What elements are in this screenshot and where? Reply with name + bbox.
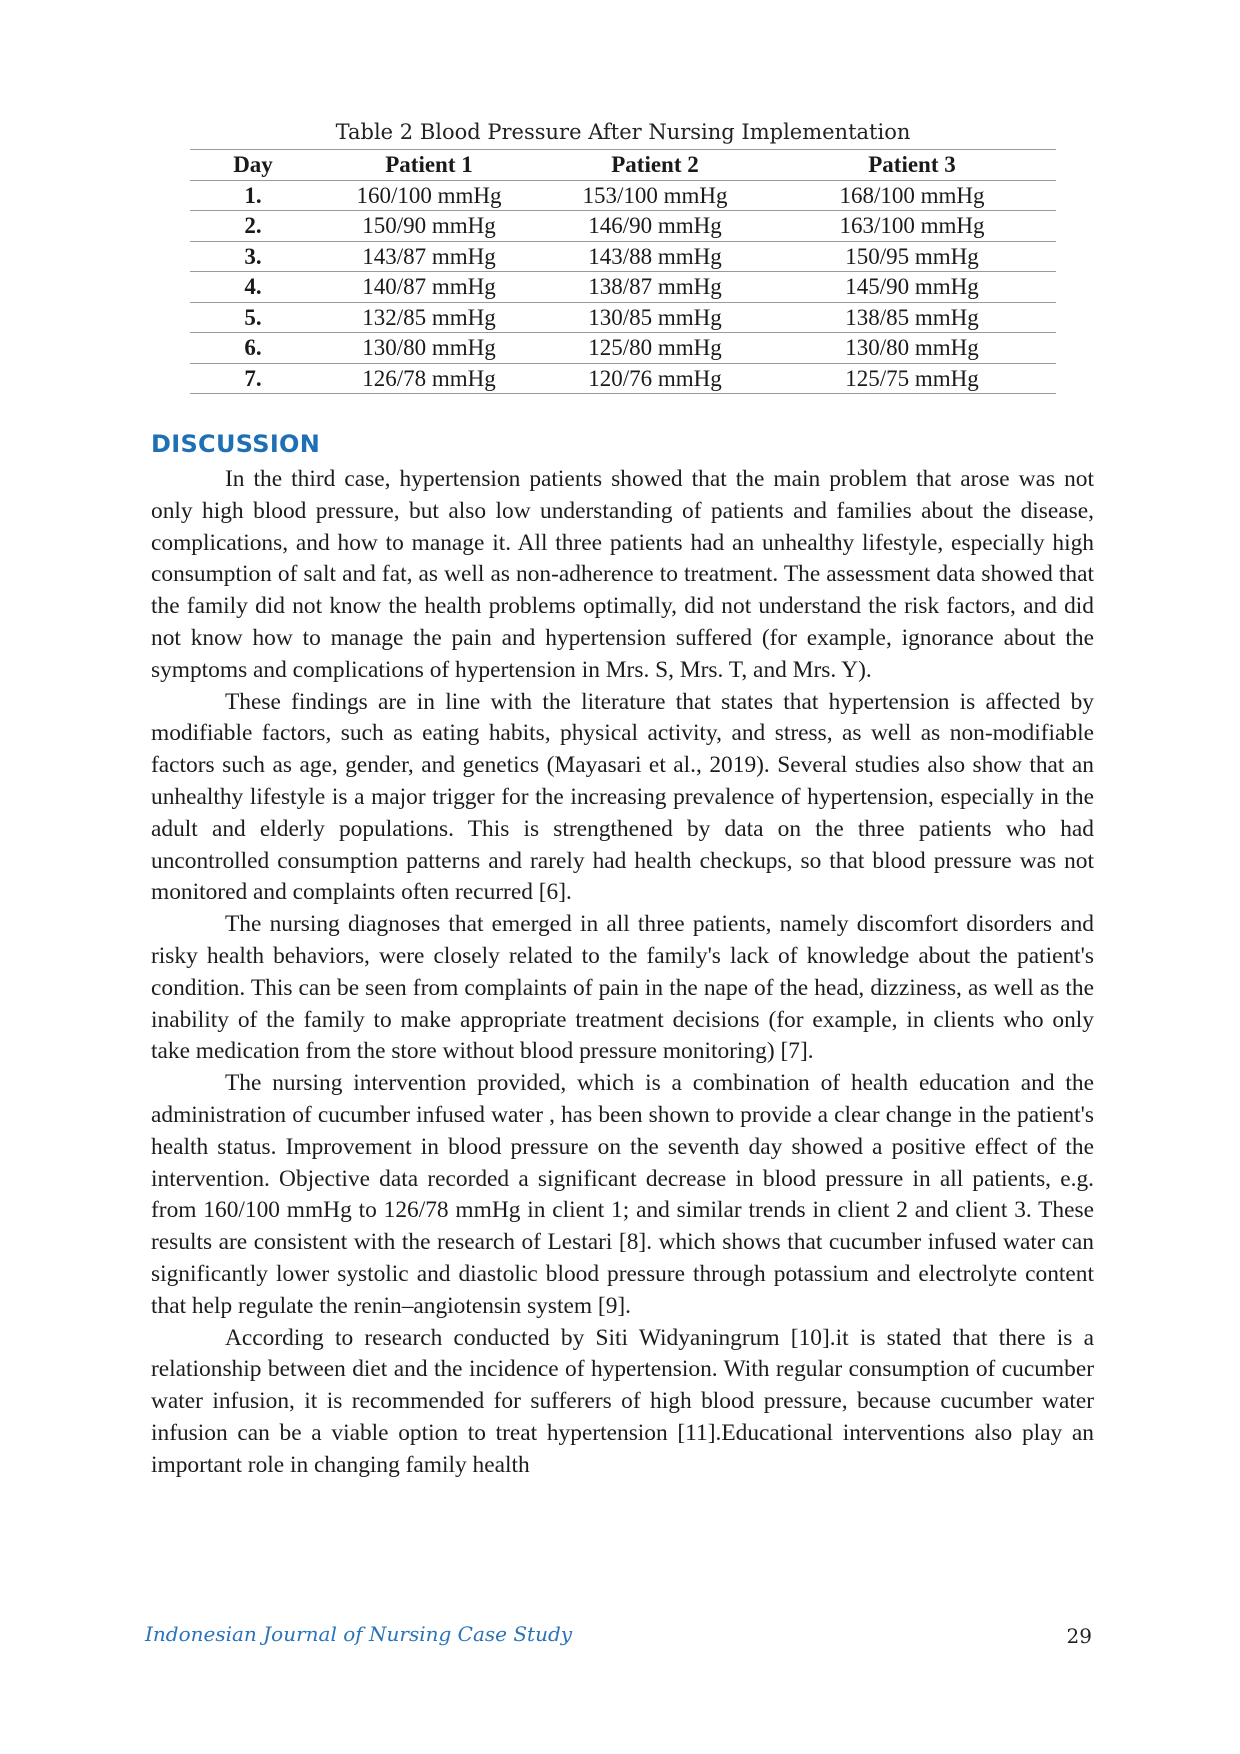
table-row bbox=[190, 363, 1056, 394]
cell-day: 6. bbox=[190, 333, 316, 364]
cell-day: 1. bbox=[190, 180, 316, 211]
cell-patient-2: 143/88 mmHg bbox=[542, 241, 768, 272]
cell-day: 3. bbox=[190, 241, 316, 272]
table-caption: Table 2 Blood Pressure After Nursing Implementation bbox=[335, 120, 911, 144]
blood-pressure-table-block bbox=[190, 118, 1056, 394]
cell-patient-2: 153/100 mmHg bbox=[542, 180, 768, 211]
cell-patient-2: 138/87 mmHg bbox=[542, 272, 768, 303]
cell-patient-1: 150/90 mmHg bbox=[316, 211, 542, 242]
section-heading: DISCUSSION bbox=[151, 430, 321, 458]
cell-patient-1: 140/87 mmHg bbox=[316, 272, 542, 303]
cell-day: 5. bbox=[190, 302, 316, 333]
cell-day: 4. bbox=[190, 272, 316, 303]
table-row bbox=[190, 241, 1056, 272]
cell-patient-2: 130/85 mmHg bbox=[542, 302, 768, 333]
table-row bbox=[190, 333, 1056, 364]
cell-patient-2: 125/80 mmHg bbox=[542, 333, 768, 364]
cell-patient-1: 126/78 mmHg bbox=[316, 363, 542, 394]
page-number: 29 bbox=[1066, 1624, 1092, 1648]
table-row bbox=[190, 302, 1056, 333]
cell-patient-3: 163/100 mmHg bbox=[768, 211, 1056, 242]
cell-patient-2: 146/90 mmHg bbox=[542, 211, 768, 242]
header-patient-3: Patient 3 bbox=[768, 150, 1056, 181]
cell-patient-3: 168/100 mmHg bbox=[768, 180, 1056, 211]
cell-patient-3: 150/95 mmHg bbox=[768, 241, 1056, 272]
table-header-row bbox=[190, 150, 1056, 181]
paragraph: In the third case, hypertension patients showed that the main problem that arose was not only high blood pressure, but also low understanding of patients and families about the disease, complications, and how to manage it. All three patients had an unhealthy lifestyle, especially high consumption of salt and fat, as well as non-adherence to treatment. The assessment data showed that the family did not know the health problems optimally, did not understand the risk factors, and did not know how to manage the pain and hypertension suffered (for example, ignorance about the symptoms and complications of hypertension in Mrs. S, Mrs. T, and Mrs. Y). bbox=[151, 466, 1094, 683]
cell-patient-1: 130/80 mmHg bbox=[316, 333, 542, 364]
table-row bbox=[190, 272, 1056, 303]
paragraph: According to research conducted by Siti Widyaningrum [10].it is stated that there is a relationship between diet and the incidence of hypertension. With regular consumption of cucumber water infusion, it is recommended for sufferers of high blood pressure, because cucumber water infusion can be a viable option to treat hypertension [11].Educational interventions also play an important role in changing family health bbox=[151, 1324, 1094, 1478]
header-patient-2: Patient 2 bbox=[542, 150, 768, 181]
cell-patient-1: 143/87 mmHg bbox=[316, 241, 542, 272]
cell-patient-3: 138/85 mmHg bbox=[768, 302, 1056, 333]
blood-pressure-table bbox=[190, 149, 1056, 394]
cell-patient-3: 145/90 mmHg bbox=[768, 272, 1056, 303]
discussion-body bbox=[151, 464, 1094, 1482]
table-row bbox=[190, 180, 1056, 211]
cell-patient-1: 160/100 mmHg bbox=[316, 180, 542, 211]
cell-patient-3: 130/80 mmHg bbox=[768, 333, 1056, 364]
cell-day: 7. bbox=[190, 363, 316, 394]
cell-day: 2. bbox=[190, 211, 316, 242]
header-patient-1: Patient 1 bbox=[316, 150, 542, 181]
cell-patient-2: 120/76 mmHg bbox=[542, 363, 768, 394]
paragraph: The nursing diagnoses that emerged in all three patients, namely discomfort disorders and risky health behaviors, were closely related to the family's lack of knowledge about the patient's condition. This can be seen from complaints of pain in the nape of the head, dizziness, as well as the inability of the family to make appropriate treatment decisions (for example, in clients who only take medication from the store without blood pressure monitoring) [7]. bbox=[151, 911, 1094, 1065]
header-day: Day bbox=[190, 150, 316, 181]
cell-patient-3: 125/75 mmHg bbox=[768, 363, 1056, 394]
paragraph: These findings are in line with the literature that states that hypertension is affected by modifiable factors, such as eating habits, physical activity, and stress, as well as non-modifiable factors such as age, gender, and genetics (Mayasari et al., 2019). Several studies also show that an unhealthy lifestyle is a major trigger for the increasing prevalence of hypertension, especially in the adult and elderly populations. This is strengthened by data on the three patients who had uncontrolled consumption patterns and rarely had health checkups, so that blood pressure was not monitored and complaints often recurred [6]. bbox=[151, 688, 1094, 906]
table-row bbox=[190, 211, 1056, 242]
paragraph: The nursing intervention provided, which is a combination of health education and the administration of cucumber infused water , has been shown to provide a clear change in the patient's health status. Improvement in blood pressure on the seventh day showed a positive effect of the intervention. Objective data recorded a significant decrease in blood pressure in all patients, e.g. from 160/100 mmHg to 126/78 mmHg in client 1; and similar trends in client 2 and client 3. These results are consistent with the research of Lestari [8]. which shows that cucumber infused water can significantly lower systolic and diastolic blood pressure through potassium and electrolyte content that help regulate the renin–angiotensin system [9]. bbox=[151, 1070, 1094, 1319]
journal-name: Indonesian Journal of Nursing Case Study bbox=[145, 1622, 573, 1646]
cell-patient-1: 132/85 mmHg bbox=[316, 302, 542, 333]
